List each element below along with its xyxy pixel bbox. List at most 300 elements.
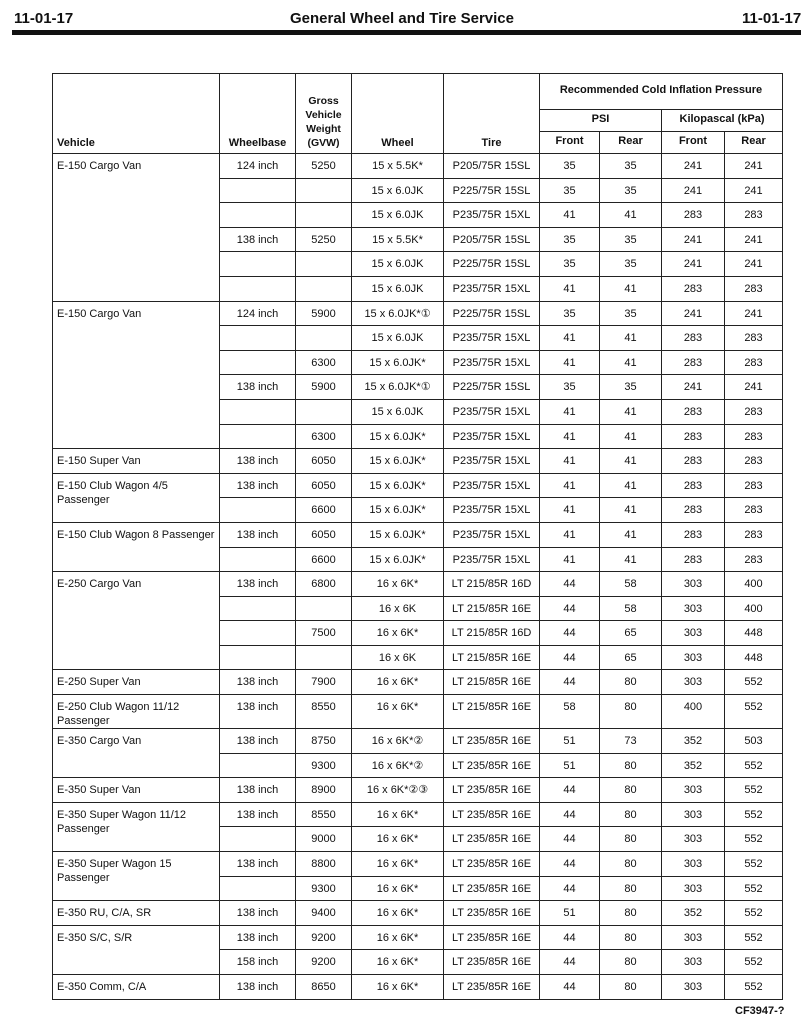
psi-front-cell: 41 <box>540 424 600 449</box>
psi-rear-cell: 58 <box>600 596 662 621</box>
kpa-rear-cell: 283 <box>725 424 783 449</box>
tire-pressure-table <box>52 73 783 1000</box>
psi-rear-cell: 41 <box>600 547 662 572</box>
gvw-cell <box>296 645 352 670</box>
kpa-rear-cell: 552 <box>725 901 783 926</box>
wheel-cell: 16 x 6K* <box>352 950 444 975</box>
kpa-front-cell: 241 <box>662 227 725 252</box>
col-header-tire: Tire <box>444 74 540 154</box>
gvw-cell: 8650 <box>296 975 352 1000</box>
kpa-rear-cell: 552 <box>725 802 783 827</box>
psi-front-cell: 41 <box>540 350 600 375</box>
wheel-cell: 15 x 6.0JK*① <box>352 375 444 400</box>
wheelbase-cell: 158 inch <box>220 950 296 975</box>
tire-cell: P205/75R 15SL <box>444 154 540 179</box>
table-row <box>53 572 783 597</box>
psi-front-cell: 35 <box>540 252 600 277</box>
psi-front-cell: 44 <box>540 852 600 877</box>
psi-front-cell: 35 <box>540 375 600 400</box>
psi-rear-cell: 35 <box>600 178 662 203</box>
vehicle-cell: E-250 Club Wagon 11/12 Passenger <box>53 695 220 729</box>
psi-rear-cell: 41 <box>600 473 662 498</box>
psi-front-cell: 58 <box>540 695 600 729</box>
wheel-cell: 16 x 6K*② <box>352 729 444 754</box>
wheelbase-cell <box>220 178 296 203</box>
kpa-rear-cell: 283 <box>725 350 783 375</box>
vehicle-cell: E-350 Super Wagon 11/12 Passenger <box>53 802 220 851</box>
table-body <box>53 154 783 1000</box>
tire-cell: LT 235/85R 16E <box>444 950 540 975</box>
col-header-kpa-front: Front <box>662 132 725 154</box>
kpa-rear-cell: 552 <box>725 778 783 803</box>
gvw-cell: 5900 <box>296 375 352 400</box>
psi-rear-cell: 41 <box>600 203 662 228</box>
psi-rear-cell: 80 <box>600 695 662 729</box>
wheel-cell: 15 x 6.0JK*① <box>352 301 444 326</box>
kpa-rear-cell: 552 <box>725 827 783 852</box>
kpa-front-cell: 283 <box>662 498 725 523</box>
gvw-cell: 9200 <box>296 925 352 950</box>
psi-front-cell: 44 <box>540 876 600 901</box>
psi-front-cell: 44 <box>540 925 600 950</box>
gvw-cell <box>296 203 352 228</box>
col-header-gvw: Gross Vehicle Weight (GVW) <box>296 74 352 154</box>
psi-rear-cell: 35 <box>600 252 662 277</box>
kpa-front-cell: 352 <box>662 753 725 778</box>
psi-front-cell: 44 <box>540 572 600 597</box>
gvw-cell: 8900 <box>296 778 352 803</box>
wheel-cell: 15 x 6.0JK <box>352 326 444 351</box>
psi-front-cell: 41 <box>540 547 600 572</box>
table-row <box>53 449 783 474</box>
kpa-front-cell: 283 <box>662 203 725 228</box>
kpa-front-cell: 303 <box>662 670 725 695</box>
wheel-cell: 15 x 5.5K* <box>352 227 444 252</box>
wheel-cell: 16 x 6K* <box>352 621 444 646</box>
gvw-cell: 9400 <box>296 901 352 926</box>
psi-front-cell: 51 <box>540 753 600 778</box>
wheelbase-cell: 138 inch <box>220 802 296 827</box>
tire-cell: LT 215/85R 16E <box>444 695 540 729</box>
col-header-psi-front: Front <box>540 132 600 154</box>
gvw-cell: 7500 <box>296 621 352 646</box>
vehicle-cell: E-350 Super Wagon 15 Passenger <box>53 852 220 901</box>
psi-front-cell: 41 <box>540 203 600 228</box>
psi-front-cell: 44 <box>540 645 600 670</box>
vehicle-cell: E-150 Cargo Van <box>53 301 220 449</box>
table-row <box>53 522 783 547</box>
wheel-cell: 16 x 6K* <box>352 876 444 901</box>
psi-rear-cell: 41 <box>600 522 662 547</box>
psi-rear-cell: 41 <box>600 498 662 523</box>
vehicle-cell: E-350 Cargo Van <box>53 729 220 778</box>
kpa-rear-cell: 241 <box>725 227 783 252</box>
tire-cell: LT 235/85R 16E <box>444 925 540 950</box>
wheel-cell: 16 x 6K*②③ <box>352 778 444 803</box>
wheelbase-cell: 138 inch <box>220 522 296 547</box>
wheelbase-cell <box>220 424 296 449</box>
gvw-cell: 6050 <box>296 449 352 474</box>
wheelbase-cell: 138 inch <box>220 572 296 597</box>
wheelbase-cell <box>220 203 296 228</box>
psi-front-cell: 41 <box>540 473 600 498</box>
psi-rear-cell: 35 <box>600 227 662 252</box>
gvw-cell: 5250 <box>296 154 352 179</box>
kpa-front-cell: 303 <box>662 596 725 621</box>
vehicle-cell: E-150 Club Wagon 4/5 Passenger <box>53 473 220 522</box>
psi-front-cell: 35 <box>540 154 600 179</box>
wheel-cell: 16 x 6K* <box>352 802 444 827</box>
kpa-front-cell: 283 <box>662 424 725 449</box>
wheelbase-cell <box>220 753 296 778</box>
page-header <box>0 0 801 36</box>
wheelbase-cell <box>220 276 296 301</box>
kpa-rear-cell: 552 <box>725 670 783 695</box>
table-header <box>53 74 783 154</box>
wheelbase-cell: 138 inch <box>220 670 296 695</box>
kpa-front-cell: 241 <box>662 178 725 203</box>
psi-rear-cell: 80 <box>600 852 662 877</box>
col-header-psi: PSI <box>540 110 662 132</box>
kpa-rear-cell: 283 <box>725 498 783 523</box>
vehicle-cell: E-350 S/C, S/R <box>53 925 220 974</box>
kpa-front-cell: 303 <box>662 925 725 950</box>
wheel-cell: 15 x 6.0JK <box>352 399 444 424</box>
wheel-cell: 15 x 6.0JK <box>352 252 444 277</box>
kpa-front-cell: 283 <box>662 276 725 301</box>
wheel-cell: 16 x 6K* <box>352 695 444 729</box>
psi-front-cell: 35 <box>540 301 600 326</box>
kpa-rear-cell: 552 <box>725 876 783 901</box>
vehicle-cell: E-350 Super Van <box>53 778 220 803</box>
col-header-psi-rear: Rear <box>600 132 662 154</box>
tire-cell: P225/75R 15SL <box>444 375 540 400</box>
kpa-rear-cell: 283 <box>725 547 783 572</box>
tire-cell: P225/75R 15SL <box>444 301 540 326</box>
kpa-rear-cell: 241 <box>725 301 783 326</box>
gvw-cell <box>296 326 352 351</box>
kpa-front-cell: 241 <box>662 154 725 179</box>
kpa-rear-cell: 241 <box>725 375 783 400</box>
psi-rear-cell: 80 <box>600 778 662 803</box>
psi-front-cell: 44 <box>540 596 600 621</box>
gvw-cell: 6050 <box>296 522 352 547</box>
psi-front-cell: 41 <box>540 326 600 351</box>
col-header-vehicle: Vehicle <box>53 74 220 154</box>
tire-cell: P235/75R 15XL <box>444 203 540 228</box>
kpa-front-cell: 283 <box>662 350 725 375</box>
psi-front-cell: 44 <box>540 950 600 975</box>
wheelbase-cell <box>220 645 296 670</box>
psi-rear-cell: 80 <box>600 975 662 1000</box>
gvw-cell: 6600 <box>296 547 352 572</box>
psi-rear-cell: 35 <box>600 375 662 400</box>
tire-cell: LT 215/85R 16E <box>444 596 540 621</box>
kpa-front-cell: 303 <box>662 778 725 803</box>
wheelbase-cell: 138 inch <box>220 925 296 950</box>
kpa-rear-cell: 448 <box>725 645 783 670</box>
wheel-cell: 15 x 6.0JK* <box>352 350 444 375</box>
gvw-cell: 8550 <box>296 802 352 827</box>
tire-cell: P235/75R 15XL <box>444 522 540 547</box>
gvw-cell: 5900 <box>296 301 352 326</box>
kpa-front-cell: 241 <box>662 301 725 326</box>
kpa-rear-cell: 552 <box>725 925 783 950</box>
psi-rear-cell: 80 <box>600 827 662 852</box>
wheelbase-cell <box>220 350 296 375</box>
wheelbase-cell <box>220 827 296 852</box>
psi-rear-cell: 65 <box>600 645 662 670</box>
tire-cell: P205/75R 15SL <box>444 227 540 252</box>
wheelbase-cell: 138 inch <box>220 449 296 474</box>
wheelbase-cell <box>220 547 296 572</box>
psi-rear-cell: 35 <box>600 301 662 326</box>
wheel-cell: 16 x 6K* <box>352 975 444 1000</box>
kpa-rear-cell: 400 <box>725 572 783 597</box>
wheel-cell: 15 x 6.0JK <box>352 178 444 203</box>
table-row <box>53 670 783 695</box>
tire-cell: LT 215/85R 16E <box>444 670 540 695</box>
gvw-cell: 7900 <box>296 670 352 695</box>
gvw-cell: 6300 <box>296 350 352 375</box>
wheel-cell: 16 x 6K <box>352 645 444 670</box>
psi-front-cell: 41 <box>540 399 600 424</box>
psi-rear-cell: 41 <box>600 399 662 424</box>
kpa-front-cell: 303 <box>662 645 725 670</box>
tire-cell: P235/75R 15XL <box>444 424 540 449</box>
psi-rear-cell: 80 <box>600 753 662 778</box>
wheel-cell: 16 x 6K* <box>352 670 444 695</box>
col-header-kpa-rear: Rear <box>725 132 783 154</box>
gvw-cell <box>296 596 352 621</box>
kpa-front-cell: 303 <box>662 802 725 827</box>
kpa-rear-cell: 241 <box>725 252 783 277</box>
psi-rear-cell: 80 <box>600 925 662 950</box>
kpa-rear-cell: 241 <box>725 178 783 203</box>
table-row <box>53 473 783 498</box>
gvw-cell: 9200 <box>296 950 352 975</box>
table-row <box>53 901 783 926</box>
table-row <box>53 695 783 729</box>
psi-front-cell: 51 <box>540 901 600 926</box>
kpa-front-cell: 283 <box>662 326 725 351</box>
wheelbase-cell <box>220 399 296 424</box>
section-number-left: 11-01-17 <box>14 10 74 27</box>
wheelbase-cell: 124 inch <box>220 301 296 326</box>
wheelbase-cell <box>220 252 296 277</box>
psi-front-cell: 51 <box>540 729 600 754</box>
psi-front-cell: 41 <box>540 522 600 547</box>
psi-rear-cell: 41 <box>600 350 662 375</box>
tire-cell: LT 235/85R 16E <box>444 753 540 778</box>
gvw-cell: 9300 <box>296 876 352 901</box>
table-row <box>53 852 783 877</box>
wheel-cell: 15 x 6.0JK* <box>352 498 444 523</box>
wheel-cell: 15 x 6.0JK <box>352 276 444 301</box>
tire-cell: P225/75R 15SL <box>444 252 540 277</box>
kpa-front-cell: 303 <box>662 827 725 852</box>
kpa-front-cell: 241 <box>662 252 725 277</box>
figure-code: CF3947-? <box>735 1005 785 1017</box>
gvw-cell <box>296 252 352 277</box>
kpa-rear-cell: 448 <box>725 621 783 646</box>
kpa-front-cell: 400 <box>662 695 725 729</box>
kpa-rear-cell: 400 <box>725 596 783 621</box>
wheel-cell: 15 x 6.0JK* <box>352 473 444 498</box>
gvw-cell: 9300 <box>296 753 352 778</box>
wheelbase-cell: 138 inch <box>220 975 296 1000</box>
tire-cell: LT 235/85R 16E <box>444 729 540 754</box>
psi-rear-cell: 65 <box>600 621 662 646</box>
psi-rear-cell: 41 <box>600 449 662 474</box>
gvw-cell: 8800 <box>296 852 352 877</box>
vehicle-cell: E-250 Super Van <box>53 670 220 695</box>
kpa-rear-cell: 552 <box>725 975 783 1000</box>
wheelbase-cell: 138 inch <box>220 729 296 754</box>
kpa-front-cell: 241 <box>662 375 725 400</box>
wheelbase-cell: 138 inch <box>220 901 296 926</box>
kpa-rear-cell: 552 <box>725 852 783 877</box>
kpa-front-cell: 303 <box>662 975 725 1000</box>
psi-front-cell: 41 <box>540 276 600 301</box>
col-header-wheelbase: Wheelbase <box>220 74 296 154</box>
tire-cell: P235/75R 15XL <box>444 498 540 523</box>
wheel-cell: 15 x 6.0JK* <box>352 522 444 547</box>
table-row <box>53 729 783 754</box>
tire-cell: P225/75R 15SL <box>444 178 540 203</box>
kpa-rear-cell: 283 <box>725 473 783 498</box>
psi-rear-cell: 80 <box>600 950 662 975</box>
gvw-cell <box>296 178 352 203</box>
gvw-cell <box>296 276 352 301</box>
gvw-cell: 6600 <box>296 498 352 523</box>
tire-cell: LT 235/85R 16E <box>444 852 540 877</box>
psi-front-cell: 35 <box>540 227 600 252</box>
tire-cell: LT 235/85R 16E <box>444 975 540 1000</box>
tire-cell: LT 235/85R 16E <box>444 778 540 803</box>
kpa-front-cell: 283 <box>662 547 725 572</box>
tire-cell: P235/75R 15XL <box>444 326 540 351</box>
psi-rear-cell: 73 <box>600 729 662 754</box>
kpa-front-cell: 283 <box>662 399 725 424</box>
table-row <box>53 925 783 950</box>
vehicle-cell: E-250 Cargo Van <box>53 572 220 670</box>
wheelbase-cell <box>220 498 296 523</box>
vehicle-cell: E-150 Cargo Van <box>53 154 220 302</box>
section-number-right: 11-01-17 <box>742 10 801 27</box>
wheelbase-cell: 124 inch <box>220 154 296 179</box>
tire-cell: P235/75R 15XL <box>444 473 540 498</box>
vehicle-cell: E-350 Comm, C/A <box>53 975 220 1000</box>
wheelbase-cell <box>220 326 296 351</box>
wheel-cell: 16 x 6K* <box>352 925 444 950</box>
kpa-rear-cell: 283 <box>725 276 783 301</box>
vehicle-cell: E-150 Super Van <box>53 449 220 474</box>
tire-cell: LT 215/85R 16E <box>444 645 540 670</box>
table-row <box>53 975 783 1000</box>
wheelbase-cell: 138 inch <box>220 375 296 400</box>
col-header-wheel: Wheel <box>352 74 444 154</box>
tire-cell: P235/75R 15XL <box>444 547 540 572</box>
gvw-cell: 9000 <box>296 827 352 852</box>
psi-front-cell: 44 <box>540 621 600 646</box>
wheelbase-cell: 138 inch <box>220 778 296 803</box>
vehicle-cell: E-150 Club Wagon 8 Passenger <box>53 522 220 571</box>
tire-cell: P235/75R 15XL <box>444 350 540 375</box>
wheelbase-cell <box>220 596 296 621</box>
tire-cell: LT 235/85R 16E <box>444 901 540 926</box>
wheel-cell: 15 x 5.5K* <box>352 154 444 179</box>
gvw-cell: 8750 <box>296 729 352 754</box>
kpa-front-cell: 303 <box>662 621 725 646</box>
gvw-cell: 6300 <box>296 424 352 449</box>
psi-rear-cell: 80 <box>600 901 662 926</box>
psi-front-cell: 44 <box>540 802 600 827</box>
kpa-rear-cell: 283 <box>725 326 783 351</box>
vehicle-cell: E-350 RU, C/A, SR <box>53 901 220 926</box>
table-row <box>53 802 783 827</box>
psi-rear-cell: 80 <box>600 670 662 695</box>
kpa-rear-cell: 283 <box>725 522 783 547</box>
kpa-rear-cell: 283 <box>725 203 783 228</box>
wheelbase-cell: 138 inch <box>220 473 296 498</box>
kpa-front-cell: 303 <box>662 876 725 901</box>
psi-front-cell: 41 <box>540 498 600 523</box>
wheel-cell: 15 x 6.0JK <box>352 203 444 228</box>
psi-front-cell: 44 <box>540 778 600 803</box>
header-rule <box>12 30 801 35</box>
gvw-cell: 8550 <box>296 695 352 729</box>
tire-cell: P235/75R 15XL <box>444 399 540 424</box>
psi-front-cell: 44 <box>540 670 600 695</box>
gvw-cell: 5250 <box>296 227 352 252</box>
wheel-cell: 16 x 6K <box>352 596 444 621</box>
psi-front-cell: 44 <box>540 827 600 852</box>
tire-cell: LT 235/85R 16E <box>444 827 540 852</box>
kpa-rear-cell: 241 <box>725 154 783 179</box>
psi-rear-cell: 41 <box>600 424 662 449</box>
wheelbase-cell <box>220 876 296 901</box>
kpa-front-cell: 352 <box>662 729 725 754</box>
kpa-rear-cell: 552 <box>725 753 783 778</box>
kpa-front-cell: 303 <box>662 852 725 877</box>
wheel-cell: 15 x 6.0JK* <box>352 547 444 572</box>
psi-front-cell: 44 <box>540 975 600 1000</box>
wheel-cell: 16 x 6K* <box>352 852 444 877</box>
psi-front-cell: 35 <box>540 178 600 203</box>
kpa-front-cell: 283 <box>662 473 725 498</box>
psi-rear-cell: 41 <box>600 326 662 351</box>
wheel-cell: 16 x 6K* <box>352 572 444 597</box>
wheel-cell: 16 x 6K*② <box>352 753 444 778</box>
tire-cell: P235/75R 15XL <box>444 449 540 474</box>
table-row <box>53 778 783 803</box>
wheelbase-cell: 138 inch <box>220 695 296 729</box>
kpa-front-cell: 283 <box>662 449 725 474</box>
col-header-recommended: Recommended Cold Inflation Pressure <box>540 74 783 110</box>
kpa-rear-cell: 283 <box>725 399 783 424</box>
table-row <box>53 154 783 179</box>
wheel-cell: 16 x 6K* <box>352 901 444 926</box>
wheel-cell: 15 x 6.0JK* <box>352 449 444 474</box>
tire-cell: LT 215/85R 16D <box>444 572 540 597</box>
psi-rear-cell: 58 <box>600 572 662 597</box>
psi-rear-cell: 80 <box>600 802 662 827</box>
psi-rear-cell: 41 <box>600 276 662 301</box>
kpa-front-cell: 283 <box>662 522 725 547</box>
col-header-kpa: Kilopascal (kPa) <box>662 110 783 132</box>
wheelbase-cell: 138 inch <box>220 852 296 877</box>
